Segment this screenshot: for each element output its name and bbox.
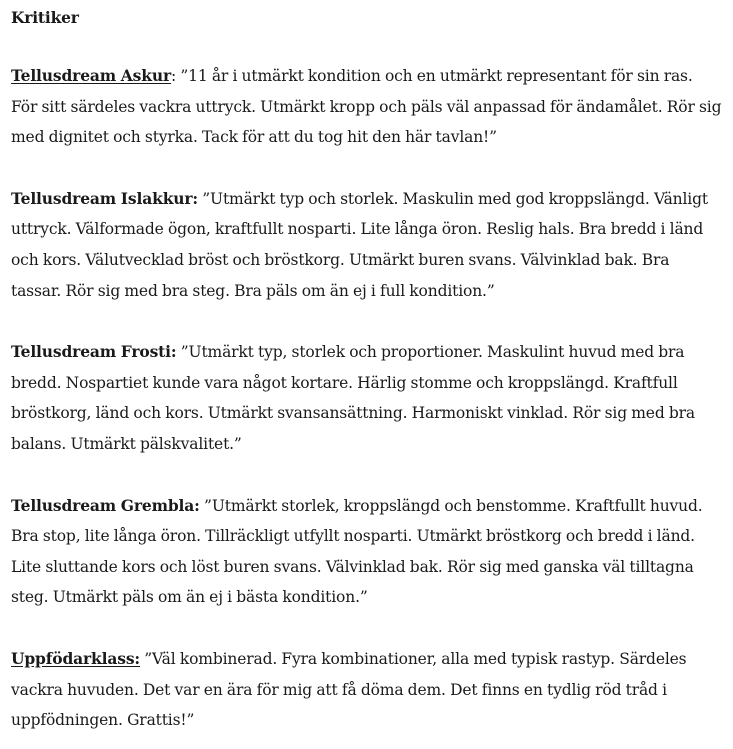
review-text: ”Utmärkt storlek, kroppslängd och benstomme. Kraftfullt huvud. Bra stop, lite långa öron. Tillräckligt utfyllt nosparti. Utmärkt bröstkorg och bredd i länd. Lite sluttande kors och löst buren svans. Välvinklad bak. Rör sig med ganska väl tilltagna steg. Utmärkt päls om än ej i bästa kondition.”	[11, 496, 703, 607]
review-text: ”Utmärkt typ och storlek. Maskulin med god kroppslängd. Vänligt uttryck. Välformade ögon, kraftfullt nosparti. Lite långa öron. Reslig hals. Bra bredd i länd och kors. Välutvecklad bröst och bröstkorg. Utmärkt buren svans. Välvinklad bak. Bra tassar. Rör sig med bra steg. Bra päls om än ej i full kondition.”	[11, 189, 708, 300]
class-name: Uppfödarklass:	[11, 648, 140, 668]
review-askur	[11, 61, 723, 153]
dog-name: Tellusdream Askur	[11, 66, 171, 85]
name-separator: :	[170, 67, 181, 85]
dog-name: Tellusdream Islakkur:	[11, 188, 198, 208]
dog-name: Tellusdream Grembla:	[11, 495, 200, 515]
review-text: ”11 år i utmärkt kondition och en utmärkt representant för sin ras. För sitt särdeles vackra uttryck. Utmärkt kropp och päls väl anpassad för ändamålet. Rör sig med dignitet och styrka. Tack för att du tog hit den här tavlan!”	[11, 67, 722, 147]
dog-name: Tellusdream Frosti:	[11, 342, 177, 362]
review-text: ”Utmärkt typ, storlek och proportioner. Maskulint huvud med bra bredd. Nospartiet kunde vara något kortare. Härlig stomme och kroppslängd. Kraftfull bröstkorg, länd och kors. Utmärkt svansansättning. Harmoniskt vinklad. Rör sig med bra balans. Utmärkt pälskvalitet.”	[11, 343, 695, 453]
review-grembla	[11, 491, 723, 613]
review-text: ”Väl kombinerad. Fyra kombinationer, alla med typisk rastyp. Särdeles vackra huvuden. Det var en ära för mig att få döma dem. Det finns en tydlig röd tråd i uppfödningen. Grattis!”	[11, 649, 687, 730]
review-frosti	[11, 337, 723, 459]
page-title: Kritiker	[11, 8, 79, 27]
review-islakkur	[11, 184, 723, 306]
review-breeder-class	[11, 644, 723, 736]
